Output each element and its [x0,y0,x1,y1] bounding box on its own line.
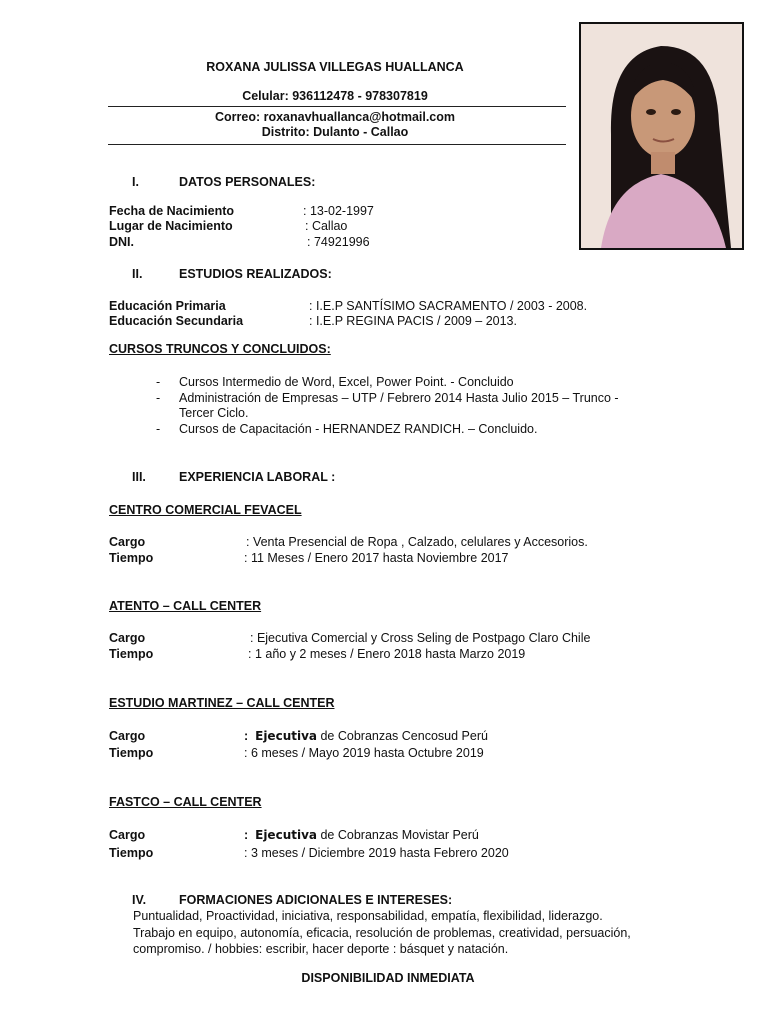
job-cargo-rest-4: de Cobranzas Movistar Perú [317,828,479,842]
job-cargo-rest-3: de Cobranzas Cencosud Perú [317,729,488,743]
course-item-2-cont: Tercer Ciclo. [179,406,249,420]
section-number-2: II. [132,267,143,281]
job-cargo-label-4: Cargo [109,828,146,842]
job-tiempo-1: : 11 Meses / Enero 2017 hasta Noviembre 2017 [244,551,509,565]
section-title-personal: DATOS PERSONALES: [179,175,316,189]
job-cargo-3 [244,729,488,743]
job-company-2: ATENTO – CALL CENTER [109,599,262,613]
candidate-name: ROXANA JULISSA VILLEGAS HUALLANCA [206,60,464,74]
profile-photo [579,22,744,250]
job-tiempo-label-2: Tiempo [109,647,154,661]
job-company-4: FASTCO – CALL CENTER [109,795,262,809]
label-dni: DNI. [109,235,134,249]
job-cargo-label-2: Cargo [109,631,146,645]
bullet-2: - [156,391,161,405]
section-number-1: I. [132,175,139,189]
job-cargo-1: : Venta Presencial de Ropa , Calzado, celulares y Accesorios. [246,535,588,549]
job-company-1: CENTRO COMERCIAL FEVACEL [109,503,302,517]
course-item-2: Administración de Empresas – UTP / Febrero 2014 Hasta Julio 2015 – Trunco - [179,391,619,405]
course-item-1: Cursos Intermedio de Word, Excel, Power Point. - Concluido [179,375,514,389]
job-tiempo-label-1: Tiempo [109,551,154,565]
interests-line-2: Trabajo en equipo, autonomía, eficacia, resolución de problemas, creatividad, persuación, [133,926,631,940]
interests-line-3: compromiso. / hobbies: escribir, hacer deporte : básquet y natación. [133,942,509,956]
courses-title: CURSOS TRUNCOS Y CONCLUIDOS: [109,342,331,356]
availability-note: DISPONIBILIDAD INMEDIATA [301,971,475,985]
job-cargo-colon-4: : [244,828,249,842]
header-rule-bottom [108,144,566,145]
header-rule-top [108,106,566,107]
portrait-image [581,24,742,248]
job-cargo-colon-3: : [244,729,249,743]
job-cargo-2: : Ejecutiva Comercial y Cross Seling de Postpago Claro Chile [250,631,591,645]
job-tiempo-label-4: Tiempo [109,846,154,860]
value-birthplace: : Callao [305,219,348,233]
job-tiempo-2: : 1 año y 2 meses / Enero 2018 hasta Marzo 2019 [248,647,526,661]
course-item-3: Cursos de Capacitación - HERNANDEZ RANDICH. – Concluido. [179,422,538,436]
section-number-4: IV. [132,893,147,907]
phone-line: Celular: 936112478 - 978307819 [242,89,428,103]
bullet-1: - [156,375,161,389]
job-tiempo-3: : 6 meses / Mayo 2019 hasta Octubre 2019 [244,746,484,760]
value-dni: : 74921996 [307,235,370,249]
interests-line-1: Puntualidad, Proactividad, iniciativa, responsabilidad, empatía, flexibilidad, liderazgo. [133,909,603,923]
job-cargo-label-1: Cargo [109,535,146,549]
job-tiempo-label-3: Tiempo [109,746,154,760]
job-cargo-strong-4: Ejecutiva [255,828,317,842]
job-cargo-4 [244,828,479,842]
label-birthdate: Fecha de Nacimiento [109,204,235,218]
label-birthplace: Lugar de Nacimiento [109,219,233,233]
email-line: Correo: roxanavhuallanca@hotmail.com [214,110,456,124]
section-title-interests: FORMACIONES ADICIONALES E INTERESES: [179,893,453,907]
job-cargo-label-3: Cargo [109,729,146,743]
value-primary: : I.E.P SANTÍSIMO SACRAMENTO / 2003 - 2008. [309,299,588,313]
job-company-3: ESTUDIO MARTINEZ – CALL CENTER [109,696,335,710]
bullet-3: - [156,422,161,436]
job-tiempo-4: : 3 meses / Diciembre 2019 hasta Febrero 2020 [244,846,509,860]
value-secondary: : I.E.P REGINA PACIS / 2009 – 2013. [309,314,517,328]
section-title-experience: EXPERIENCIA LABORAL : [179,470,336,484]
label-secondary: Educación Secundaria [109,314,244,328]
section-title-education: ESTUDIOS REALIZADOS: [179,267,332,281]
job-cargo-strong-3: Ejecutiva [255,729,317,743]
district-line: Distrito: Dulanto - Callao [261,125,409,139]
label-primary: Educación Primaria [109,299,226,313]
value-birthdate: : 13-02-1997 [303,204,374,218]
section-number-3: III. [132,470,146,484]
